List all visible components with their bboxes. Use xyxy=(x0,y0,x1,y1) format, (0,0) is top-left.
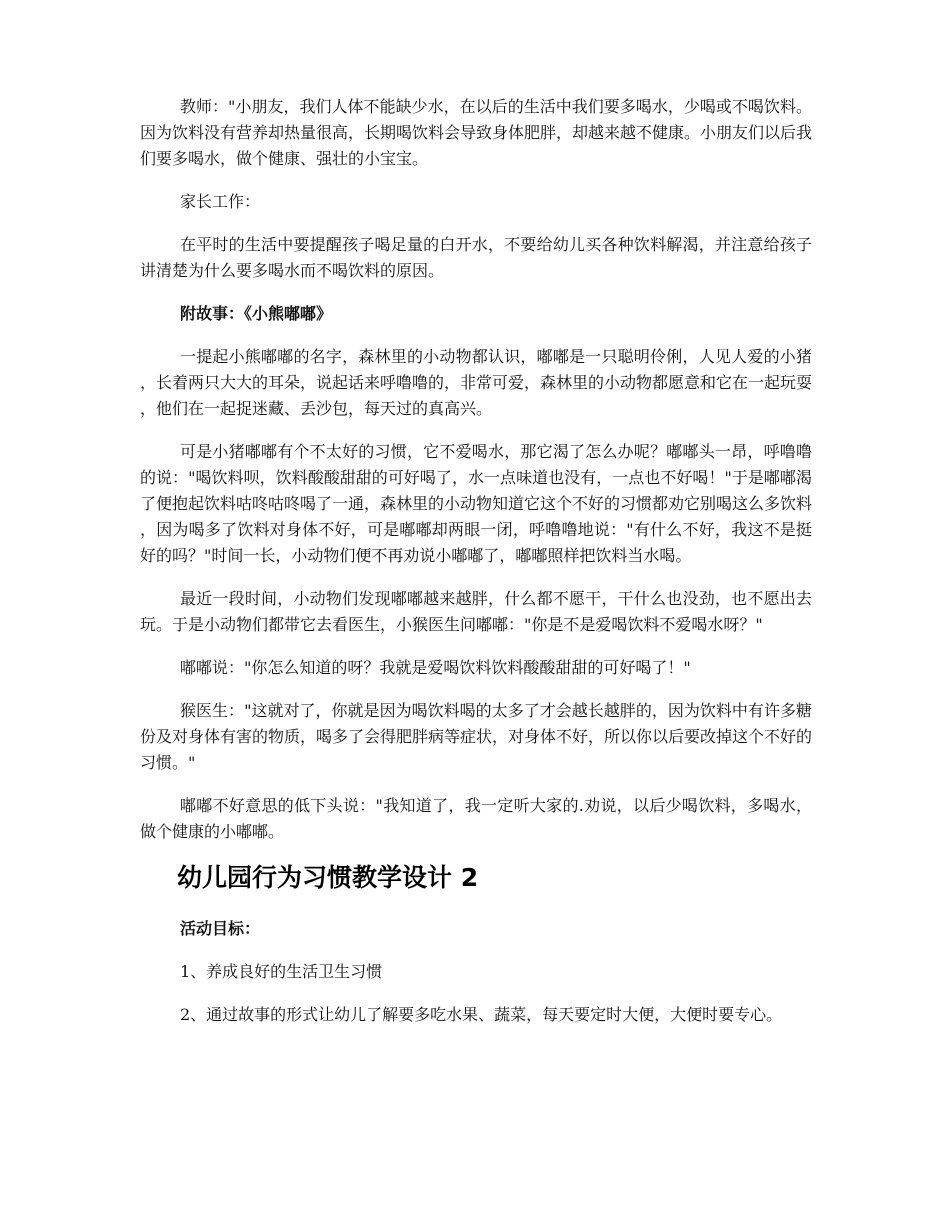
paragraph-teacher-speech: 教师："小朋友，我们人体不能缺少水，在以后的生活中我们要多喝水，少喝或不喝饮料。因为饮料没有营养却热量很高，长期喝饮料会导致身体肥胖，却越来越不健康。小朋友们以后我们要多喝水，做个健康、强壮的小宝宝。 xyxy=(140,97,813,168)
story-paragraph: 嘟嘟说："你怎么知道的呀？我就是爱喝饮料饮料酸酸甜甜的可好喝了！" xyxy=(180,658,691,677)
paragraph-parent-work-label: 家长工作： xyxy=(180,192,261,211)
document-body xyxy=(140,94,812,1045)
story-paragraph: 一提起小熊嘟嘟的名字，森林里的小动物都认识，嘟嘟是一只聪明伶俐，人见人爱的小猪，长着两只大大的耳朵，说起话来呼噜噜的，非常可爱，森林里的小动物都愿意和它在一起玩耍，他们在一起捉迷藏、丢沙包，每天过的真高兴。 xyxy=(140,347,813,418)
story-paragraph: 嘟嘟不好意思的低下头说："我知道了，我一定听大家的.劝说，以后少喝饮料，多喝水，做个健康的小嘟嘟。 xyxy=(140,796,812,841)
goal-item: 1、养成良好的生活卫生习惯 xyxy=(180,962,383,981)
goal-item: 2、通过故事的形式让幼儿了解要多吃水果、蔬菜，每天要定时大便，大便时要专心。 xyxy=(180,1005,783,1024)
story-paragraph: 可是小猪嘟嘟有个不太好的习惯，它不爱喝水，那它渴了怎么办呢？嘟嘟头一昂，呼噜噜的说："喝饮料呗，饮料酸酸甜甜的可好喝了，水一点味道也没有，一点也不好喝！"于是嘟嘟渴了便抱起饮料咕咚咕咚喝了一通，森林里的小动物知道它这个不好的习惯都劝它别喝这么多饮料，因为喝多了饮料对身体不好，可是嘟嘟却两眼一闭，呼噜噜地说："有什么不好，我这不是挺好的吗？"时间一长，小动物们便不再劝说小嘟嘟了，嘟嘟照样把饮料当水喝。 xyxy=(140,442,813,565)
story-title: 附故事：《小熊嘟嘟》 xyxy=(180,304,333,323)
paragraph-parent-work: 在平时的生活中要提醒孩子喝足量的白开水，不要给幼儿买各种饮料解渴，并注意给孩子讲清楚为什么要多喝水而不喝饮料的原因。 xyxy=(140,235,812,280)
goals-title: 活动目标： xyxy=(180,919,261,938)
section-heading: 幼儿园行为习惯教学设计 2 xyxy=(177,863,479,892)
story-paragraph: 猴医生："这就对了，你就是因为喝饮料喝的太多了才会越长越胖的，因为饮料中有许多糖份及对身体有害的物质，喝多了会得肥胖病等症状，对身体不好，所以你以后要改掉这个不好的习惯。" xyxy=(140,701,813,772)
story-paragraph: 最近一段时间，小动物们发现嘟嘟越来越胖，什么都不愿干，干什么也没劲，也不愿出去玩。于是小动物们都带它去看医生，小猴医生问嘟嘟："你是不是爱喝饮料不爱喝水呀？" xyxy=(140,589,812,634)
